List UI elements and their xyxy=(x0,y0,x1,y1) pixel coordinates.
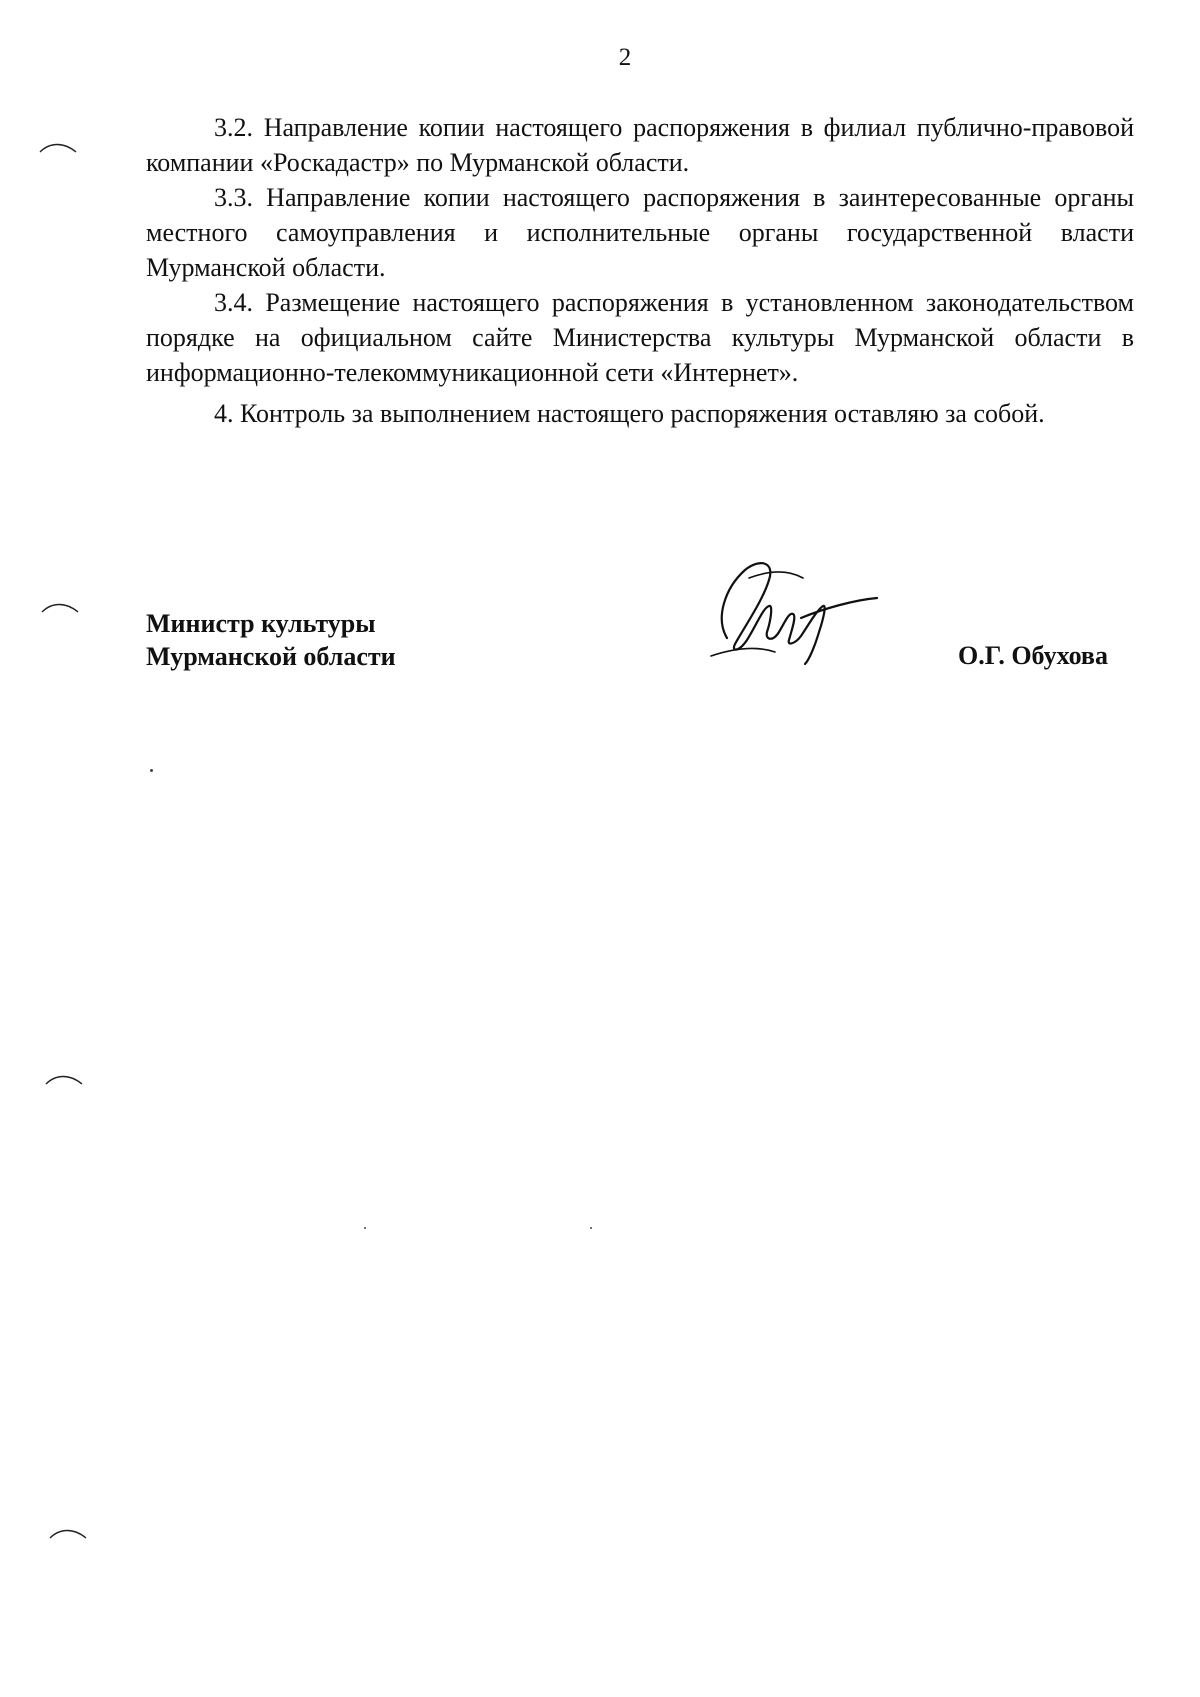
punch-hole-mark xyxy=(38,140,78,154)
page-number: 2 xyxy=(618,44,632,71)
scan-speck xyxy=(590,1227,592,1229)
handwritten-signature xyxy=(705,548,885,668)
paragraph-3-3: 3.3. Направление копии настоящего распоряжения в заинтересованные органы местного самоуправления и исполнительные органы государственной власти Мурманской области. xyxy=(146,183,1134,282)
punch-hole-mark xyxy=(40,600,80,614)
paragraph-4: 4. Контроль за выполнением настоящего распоряжения оставляю за собой. xyxy=(214,399,1045,428)
punch-hole-mark xyxy=(44,1072,84,1086)
punch-hole-mark xyxy=(48,1526,88,1540)
scan-speck xyxy=(364,1227,366,1229)
signer-position xyxy=(146,607,396,673)
signer-position-line-2: Мурманской области xyxy=(146,642,396,671)
document-body xyxy=(146,110,1134,435)
signer-position-line-1: Министр культуры xyxy=(146,609,376,638)
paragraph-3-2: 3.2. Направление копии настоящего распоряжения в филиал публично-правовой компании «Роскадастр» по Мурманской области. xyxy=(146,113,1134,177)
paragraph-3-4: 3.4. Размещение настоящего распоряжения в установленном законодательством порядке на официальном сайте Министерства культуры Мурманской области в информационно-телекоммуникационной сети «Интернет». xyxy=(146,288,1134,387)
scan-speck xyxy=(150,769,153,772)
signer-name: О.Г. Обухова xyxy=(958,641,1108,670)
